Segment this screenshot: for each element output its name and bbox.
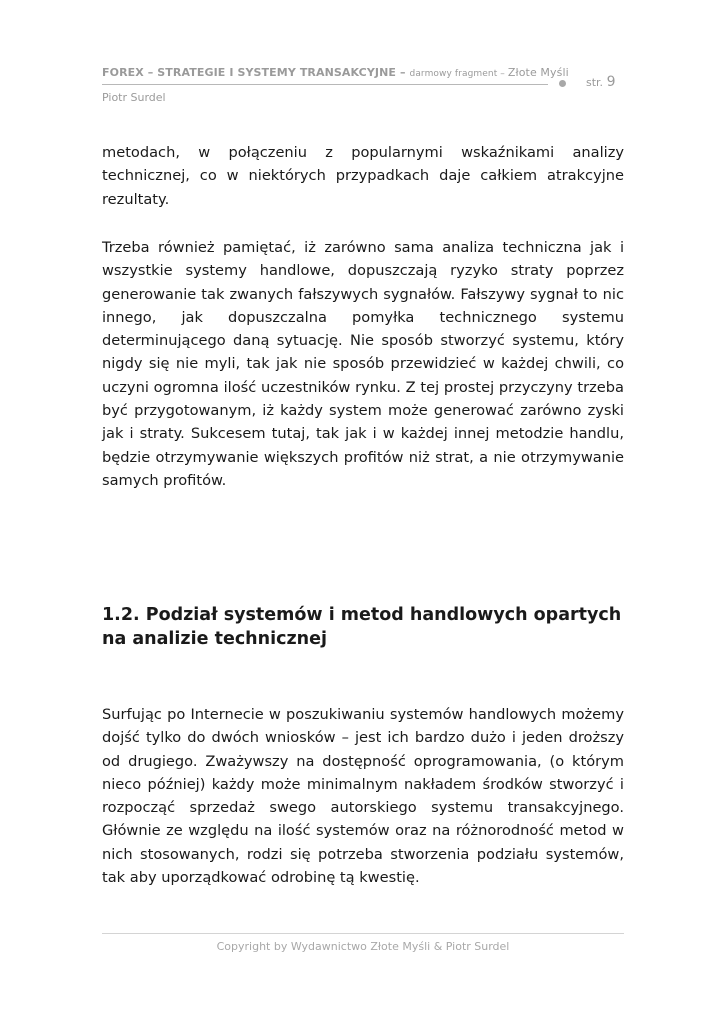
header-rule: [102, 84, 548, 85]
page-number: [586, 74, 615, 90]
body-paragraph-3: Surfując po Internecie w poszukiwaniu systemów handlowych możemy dojść tylko do dwóch wniosków – jest ich bardzo dużo i jeden droższy od drugiego. Zważywszy na dostępność oprogramowania, (o którym nieco później) każdy może minimalnym nakładem środków stworzyć i rozpocząć sprzedaż swego autorskiego systemu transakcyjnego. Głównie ze względu na ilość systemów oraz na różnorodność metod w nich stosowanych, rodzi się potrzeba stworzenia podziału systemów, tak aby uporządkować odrobinę tą kwestię.: [102, 706, 624, 887]
body-paragraph-1: metodach, w połączeniu z popularnymi wskaźnikami analizy technicznej, co w niektórych przypadkach daje całkiem atrakcyjne rezultaty.: [102, 144, 624, 208]
page-header: [102, 66, 622, 106]
fragment-label: darmowy fragment: [409, 69, 498, 79]
header-separator: –: [497, 69, 508, 79]
book-title: FOREX – STRATEGIE I SYSTEMY TRANSAKCYJNE –: [102, 66, 410, 79]
body-paragraph-2: Trzeba również pamiętać, iż zarówno sama analiza techniczna jak i wszystkie systemy handlowe, dopuszczają ryzyko straty poprzez generowanie tak zwanych fałszywych sygnałów. Fałszywy sygnał to nic innego, jak dopuszczalna pomyłka technicznego systemu determinującego daną sytuację. Nie sposób stworzyć systemu, który nigdy się nie myli, tak jak nie sposób przewidzieć w każdej chwili, co uczyni ogromna ilość uczestników rynku. Z tej prostej przyczyny trzeba być przygotowanym, iż każdy system może generować zarówno zyski jak i straty. Sukcesem tutaj, tak jak i w każdej innej metodzie handlu, będzie otrzymywanie większych profitów niż strat, a nie otrzymywanie samych profitów.: [102, 239, 624, 489]
footer-copyright: Copyright by Wydawnictwo Złote Myśli & Piotr Surdel: [216, 940, 510, 953]
bullet-dot-icon: [559, 80, 566, 87]
section-heading: 1.2. Podział systemów i metod handlowych opartych na analizie technicznej: [102, 605, 622, 649]
page-prefix: str.: [586, 76, 607, 89]
page-number-value: 9: [606, 74, 616, 90]
footer-rule: [102, 933, 624, 934]
publisher-name: Złote Myśli: [507, 66, 569, 79]
author-name: Piotr Surdel: [102, 91, 166, 104]
running-header-title: [102, 66, 569, 79]
